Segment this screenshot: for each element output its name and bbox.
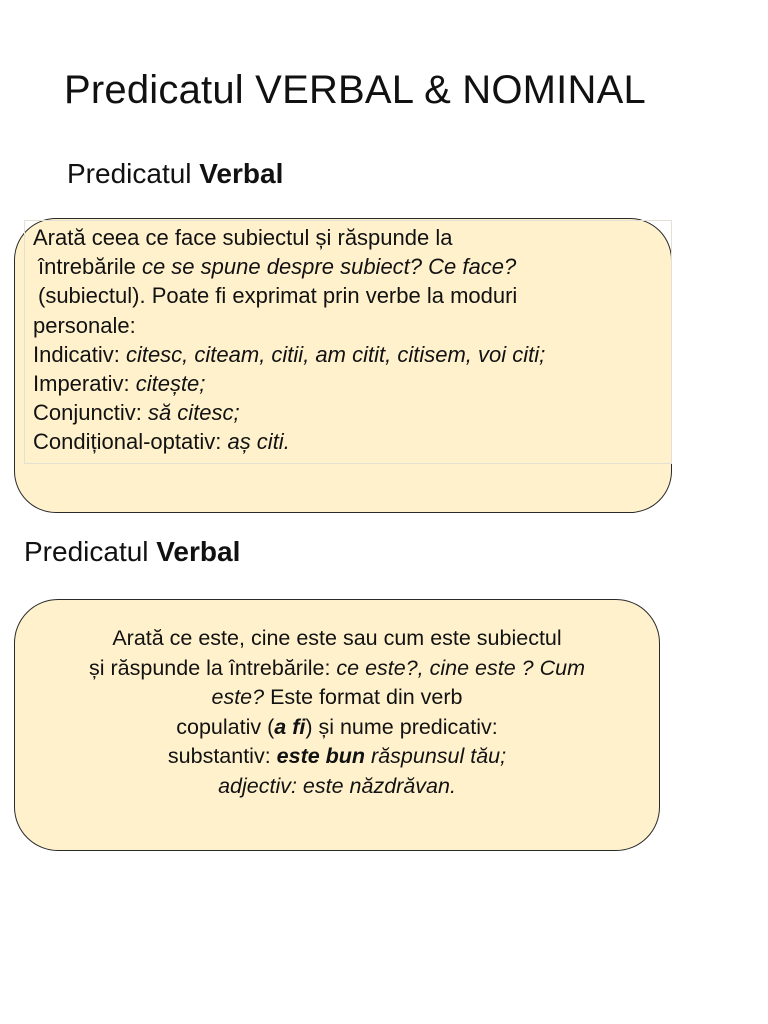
page-title: Predicatul VERBAL & NOMINAL <box>64 68 646 112</box>
definition-line: Arată ceea ce face subiectul și răspunde la <box>33 225 453 250</box>
line-text: Este format din verb <box>264 685 463 709</box>
question-text: ce se spune despre subiect? Ce face? <box>141 254 517 280</box>
mood-examples: aș citi. <box>227 429 290 455</box>
example-bold: este bun <box>276 744 366 768</box>
definition-line: (subiectul). Poate fi exprimat prin verbe la moduri <box>38 283 518 309</box>
example-text: răspunsul tău; <box>365 744 507 768</box>
definition-line <box>20 772 654 802</box>
definition-line <box>20 742 654 772</box>
example-text: adjectiv: este năzdrăvan. <box>218 773 456 798</box>
definition-line: Arată ce este, cine este sau cum este subiectul <box>112 626 562 650</box>
definition-line: personale: <box>33 312 136 338</box>
section-heading-verbal <box>67 158 283 190</box>
heading-plain: Predicatul <box>24 536 157 567</box>
section-heading-nominal <box>24 536 240 568</box>
line-text: întrebările <box>38 254 142 280</box>
mood-label: Conjunctiv: <box>33 400 148 426</box>
heading-plain: Predicatul <box>67 158 200 189</box>
mood-imperativ <box>33 369 658 398</box>
definition-line <box>33 252 658 281</box>
mood-label: Condițional-optativ: <box>33 429 228 455</box>
line-text: ) și nume predicativ: <box>305 714 498 739</box>
nominal-definition-text <box>20 624 654 801</box>
line-text: și răspunde la întrebările: <box>89 655 337 680</box>
verb-example: a fi <box>274 714 306 739</box>
mood-examples: să citesc; <box>147 400 240 426</box>
definition-line <box>20 683 654 713</box>
line-text: copulativ ( <box>176 714 275 739</box>
definition-line <box>20 713 654 743</box>
verbal-definition-text <box>33 223 658 457</box>
heading-bold: Verbal <box>156 536 241 567</box>
line-text: substantiv: <box>167 744 277 768</box>
mood-examples: citesc, citeam, citii, am citit, citisem, voi citi; <box>125 341 546 367</box>
question-text: este? <box>211 685 265 709</box>
mood-indicativ <box>33 340 658 369</box>
heading-bold: Verbal <box>199 158 284 189</box>
question-text: ce este?, cine este ? Cum <box>336 655 585 680</box>
mood-label: Indicativ: <box>33 341 126 367</box>
mood-conjunctiv <box>33 398 658 427</box>
definition-line <box>20 654 654 684</box>
mood-conditional <box>33 427 658 456</box>
mood-examples: citește; <box>135 371 206 397</box>
mood-label: Imperativ: <box>33 371 136 397</box>
